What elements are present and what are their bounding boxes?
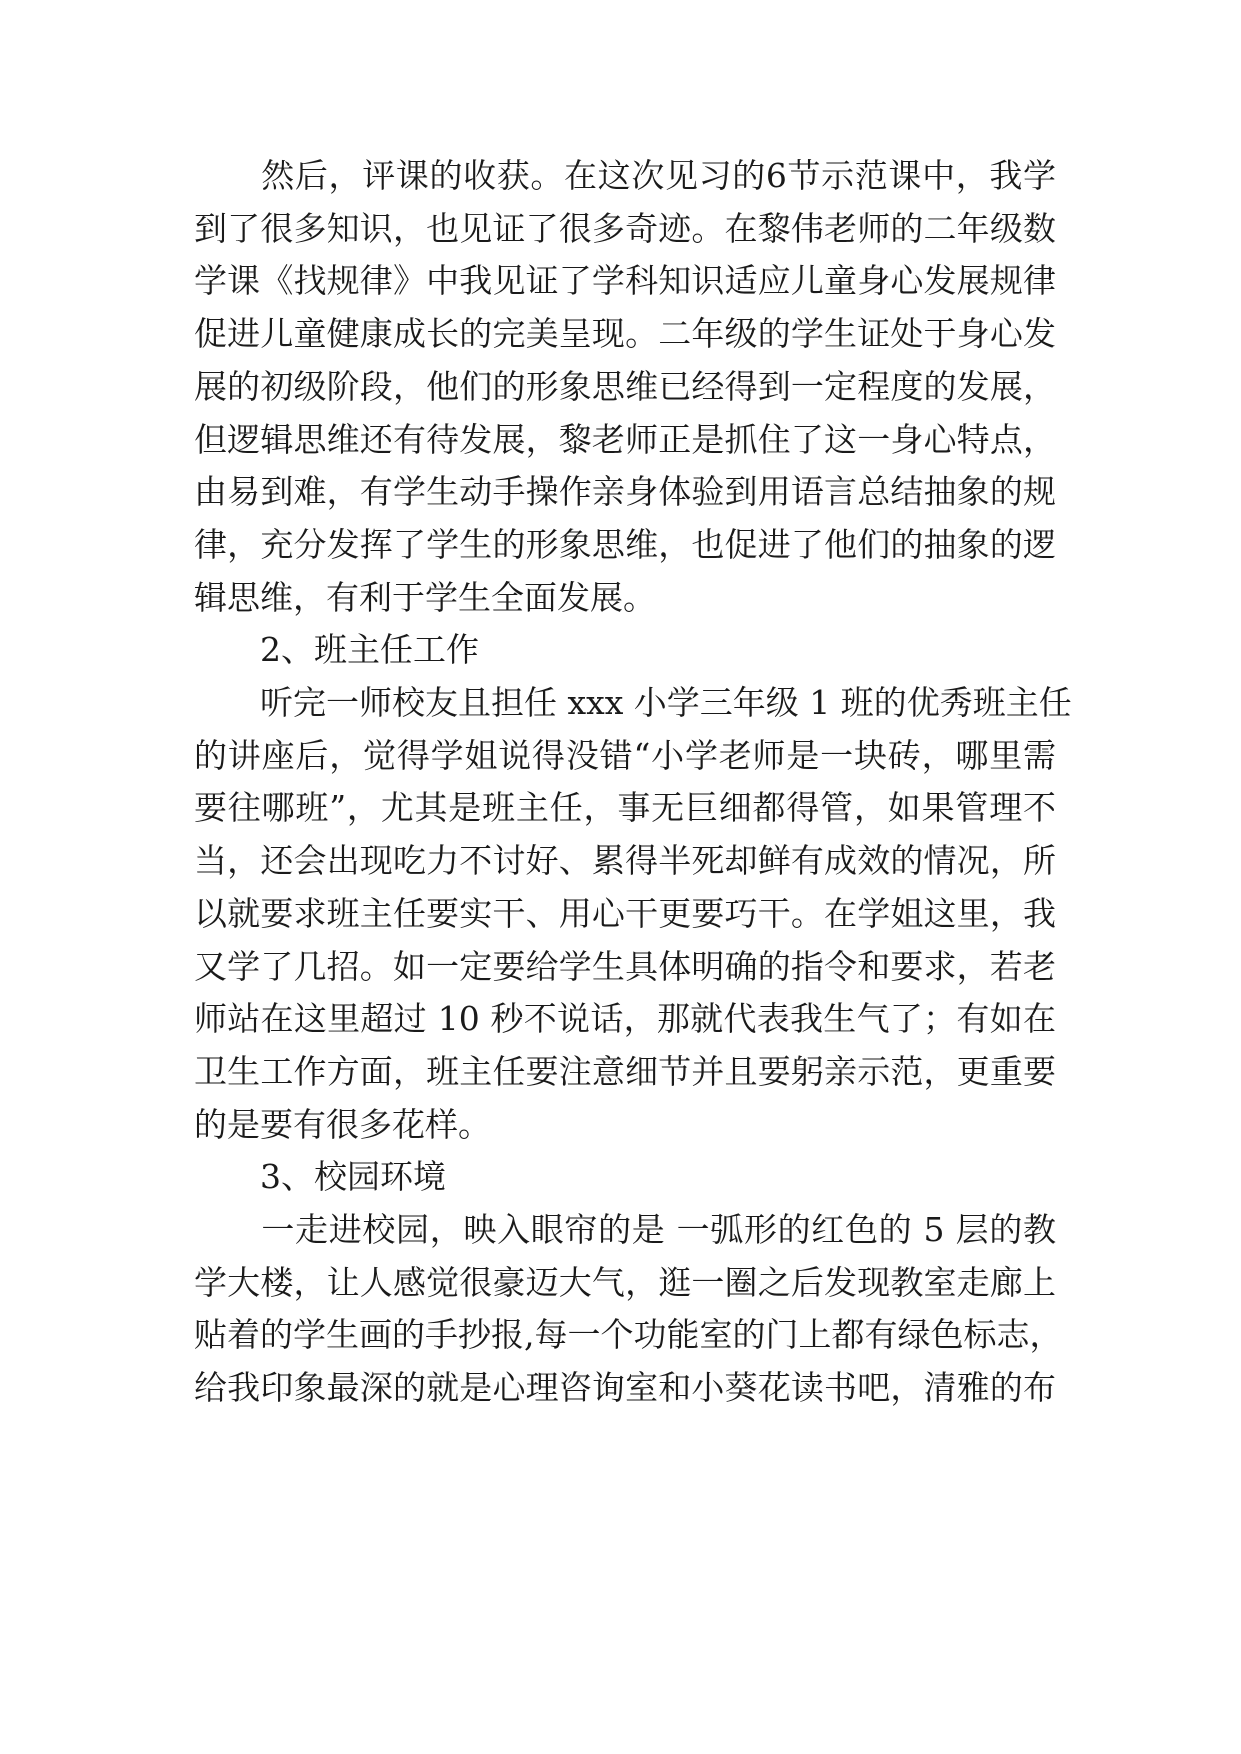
text-line: 学大楼，让人感觉很豪迈大气，逛一圈之后发现教室走廊上 [194,1262,1056,1302]
text-line: 然后，评课的收获。在这次见习的6节示范课中，我学 [194,156,1056,195]
text-line: 学课《找规律》中我见证了学科知识适应儿童身心发展规律 [194,261,1056,301]
text-line: 的是要有很多花样。 [194,1104,491,1144]
text-line: 但逻辑思维还有待发展，黎老师正是抓住了这一身心特点， [194,419,1056,459]
text-line: 要往哪班”，尤其是班主任，事无巨细都得管，如果管理不 [194,788,1056,828]
text-line: 卫生工作方面，班主任要注意细节并且要躬亲示范，更重要 [194,1051,1056,1091]
text-line: 的讲座后，觉得学姐说得没错“小学老师是一块砖，哪里需 [194,735,1056,775]
text-line: 给我印象最深的就是心理咨询室和小葵花读书吧，清雅的布 [194,1368,1056,1408]
text-line: 3、校园环境 [194,1157,446,1197]
text-line: 展的初级阶段，他们的形象思维已经得到一定程度的发展， [194,366,1056,406]
text-line: 由易到难，有学生动手操作亲身体验到用语言总结抽象的规 [194,472,1056,512]
text-line: 2、班主任工作 [194,630,479,670]
text-line: 律，充分发挥了学生的形象思维，也促进了他们的抽象的逻 [194,524,1056,564]
text-line: 辑思维，有利于学生全面发展。 [194,577,656,617]
text-line: 到了很多知识，也见证了很多奇迹。在黎伟老师的二年级数 [194,208,1056,248]
text-line: 一走进校园，映入眼帘的是 一弧形的红色的 5 层的教 [194,1210,1056,1249]
text-line: 以就要求班主任要实干、用心干更要巧干。在学姐这里，我 [194,893,1056,933]
text-line: 促进儿童健康成长的完美呈现。二年级的学生证处于身心发 [194,314,1056,354]
text-line: 当，还会出现吃力不讨好、累得半死却鲜有成效的情况，所 [194,841,1056,881]
text-line: 贴着的学生画的手抄报,每一个功能室的门上都有绿色标志， [194,1315,1063,1355]
text-line: 听完一师校友且担任 xxx 小学三年级 1 班的优秀班主任 [194,683,1072,722]
text-line: 师站在这里超过 10 秒不说话，那就代表我生气了；有如在 [194,999,1056,1039]
text-line: 又学了几招。如一定要给学生具体明确的指令和要求，若老 [194,946,1056,986]
